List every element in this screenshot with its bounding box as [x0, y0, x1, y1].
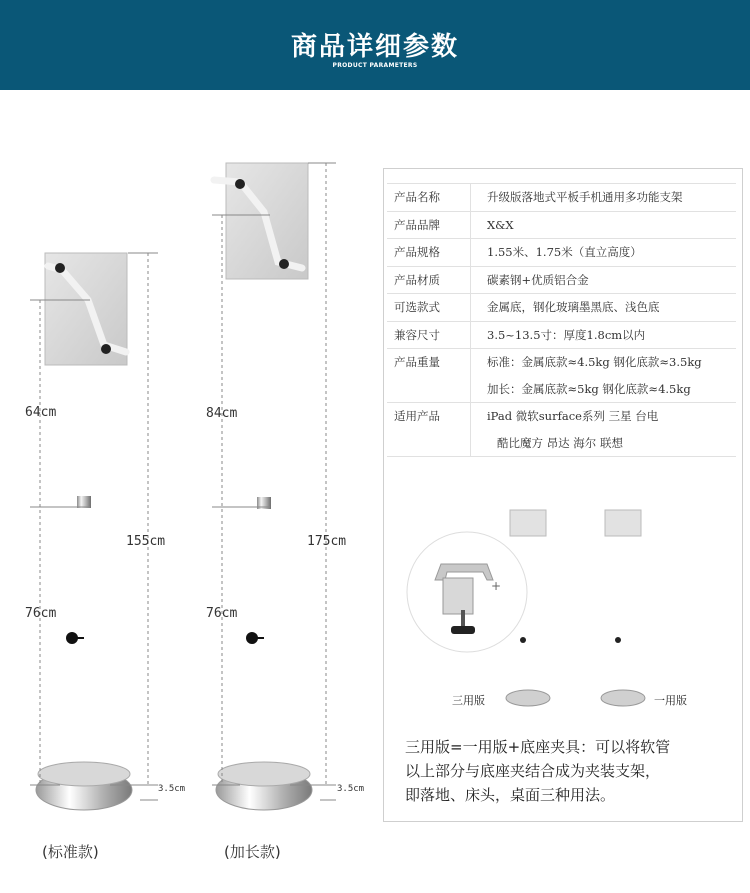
spec-row — [387, 403, 736, 430]
extended-upper-length: 84cm — [206, 406, 238, 421]
spec-value: 升级版落地式平板手机通用多功能支架 — [471, 184, 737, 212]
versions-illustration — [395, 500, 735, 720]
spec-key: 产品规格 — [387, 239, 471, 267]
spec-value: 碳素钢+优质铝合金 — [471, 266, 737, 294]
extended-stand-figure — [214, 163, 312, 810]
description-line: 三用版=一用版+底座夹具：可以将软管 — [405, 738, 671, 756]
spec-value: 标准：金属底款≈4.5kg 钢化底款≈3.5kg — [487, 355, 702, 370]
description-line: 即落地、床头，桌面三种用法。 — [405, 786, 616, 804]
one-use-stand-figure — [601, 510, 645, 706]
spec-value: 酷比魔方 昂达 海尔 联想 — [471, 430, 737, 457]
spec-row — [387, 294, 736, 322]
product-illustration — [0, 90, 380, 893]
spec-value: 1.55米、1.75米（直立高度） — [471, 239, 737, 267]
spec-row — [387, 184, 736, 212]
spec-key — [387, 430, 471, 457]
spec-key: 产品品牌 — [387, 211, 471, 239]
spec-value: X&X — [471, 211, 737, 239]
spec-key — [387, 376, 471, 403]
extended-total-height: 175cm — [307, 534, 347, 549]
spec-value: 加长：金属底款≈5kg 钢化底款≈4.5kg — [471, 376, 737, 403]
standard-stand-figure — [36, 253, 132, 810]
one-use-label: 一用版 — [654, 694, 687, 707]
spec-row — [387, 266, 736, 294]
spec-value: 3.5~13.5寸：厚度1.8cm以内 — [471, 321, 737, 349]
page-header — [0, 0, 750, 90]
spec-key: 可选款式 — [387, 294, 471, 322]
spec-row — [387, 376, 736, 403]
spec-key: 产品名称 — [387, 184, 471, 212]
spec-value: 金属底，钢化玻璃墨黑底、浅色底 — [471, 294, 737, 322]
spec-key: 适用产品 — [387, 403, 471, 430]
spec-row — [387, 430, 736, 457]
spec-row — [387, 211, 736, 239]
standard-upper-length: 64cm — [25, 405, 57, 420]
extended-caption: (加长款) — [224, 843, 281, 861]
spec-row — [387, 349, 736, 376]
standard-caption: (标准款) — [42, 843, 99, 861]
page-subtitle: PRODUCT PARAMETERS — [332, 62, 418, 69]
clamp-detail — [407, 532, 527, 652]
spec-table — [387, 183, 736, 457]
spec-value: iPad 微软surface系列 三星 台电 — [487, 409, 659, 424]
spec-row — [387, 239, 736, 267]
standard-base-height: 3.5cm — [158, 784, 186, 794]
spec-key: 产品材质 — [387, 266, 471, 294]
extended-base-height: 3.5cm — [337, 784, 365, 794]
page-title: 商品详细参数 — [290, 32, 459, 62]
spec-key: 兼容尺寸 — [387, 321, 471, 349]
extended-lower-length: 76cm — [206, 606, 238, 621]
standard-total-height: 155cm — [126, 534, 166, 549]
spec-row — [387, 321, 736, 349]
three-use-label: 三用版 — [452, 694, 485, 707]
svg-text:+: + — [491, 579, 502, 593]
standard-lower-length: 76cm — [25, 606, 57, 621]
version-description — [405, 735, 725, 807]
spec-key: 产品重量 — [387, 349, 471, 376]
description-line: 以上部分与底座夹结合成为夹装支架， — [405, 762, 661, 780]
